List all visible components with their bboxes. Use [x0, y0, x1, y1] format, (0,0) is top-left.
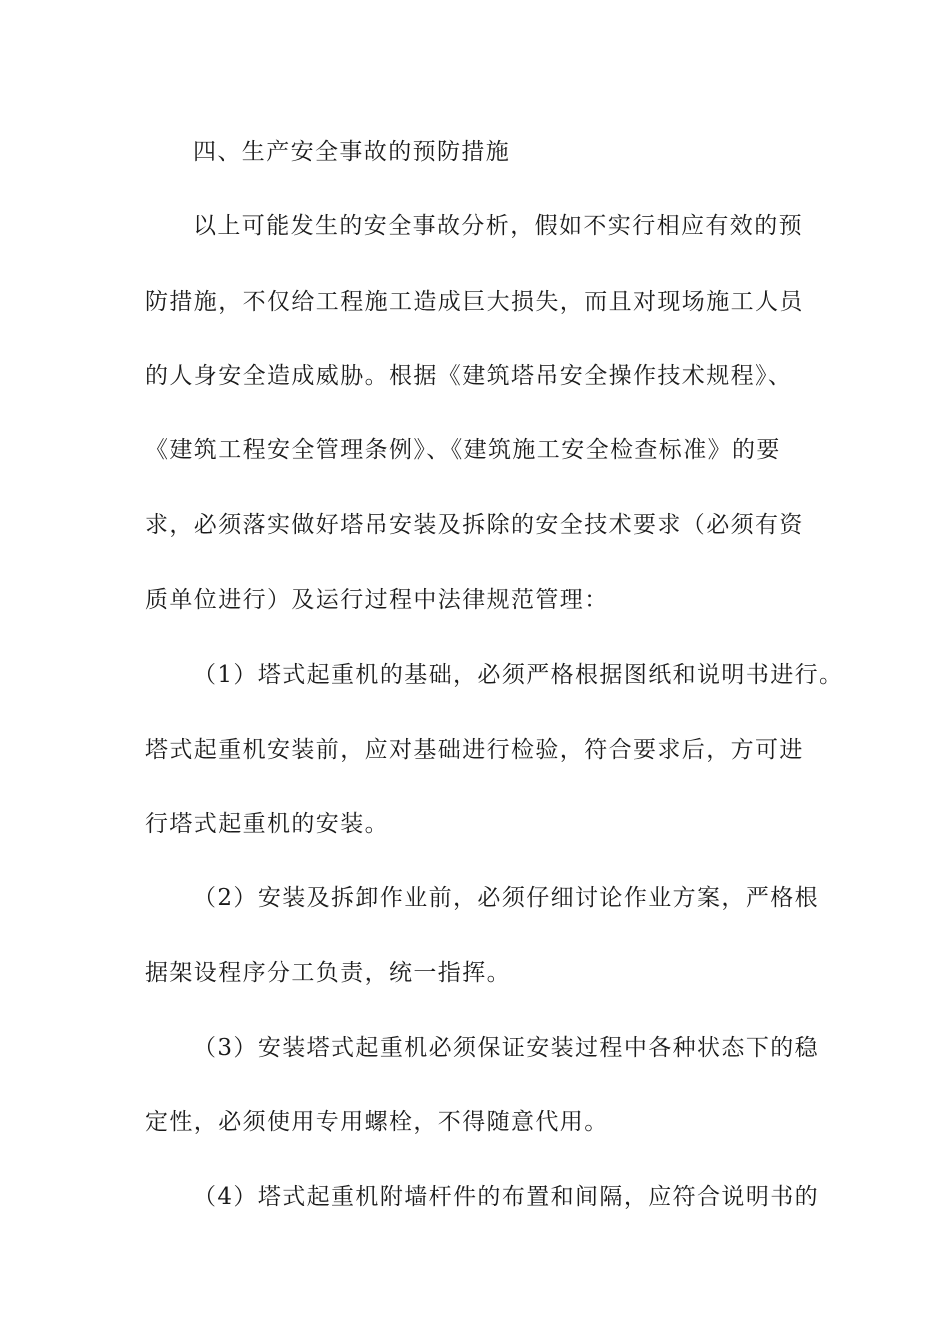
paragraph-line: 的人身安全造成威胁。根据《建筑塔吊安全操作技术规程》、	[145, 363, 793, 389]
list-item-line: （4）塔式起重机附墙杆件的布置和间隔，应符合说明书的	[193, 1184, 820, 1210]
paragraph-line: 以上可能发生的安全事故分析，假如不实行相应有效的预	[193, 213, 803, 239]
paragraph-line: 《建筑工程安全管理条例》、《建筑施工安全检查标准》的要	[145, 437, 781, 463]
paragraph-line: 塔式起重机安装前，应对基础进行检验，符合要求后，方可进	[145, 737, 804, 763]
list-item-line: （3）安装塔式起重机必须保证安装过程中各种状态下的稳	[193, 1035, 820, 1061]
paragraph-line: 质单位进行）及运行过程中法律规范管理：	[145, 587, 609, 613]
list-item-line: （2）安装及拆卸作业前，必须仔细讨论作业方案，严格根	[193, 885, 820, 911]
paragraph-line: 防措施，不仅给工程施工造成巨大损失，而且对现场施工人员	[145, 289, 804, 315]
paragraph-line: 定性，必须使用专用螺栓，不得随意代用。	[145, 1109, 609, 1135]
paragraph-line: 据架设程序分工负责，统一指挥。	[145, 960, 511, 986]
paragraph-line: 求，必须落实做好塔吊安装及拆除的安全技术要求（必须有资	[145, 512, 804, 538]
section-heading: 四、生产安全事故的预防措施	[193, 139, 511, 165]
list-item-line: （1）塔式起重机的基础，必须严格根据图纸和说明书进行。	[193, 662, 844, 688]
paragraph-line: 行塔式起重机的安装。	[145, 811, 389, 837]
